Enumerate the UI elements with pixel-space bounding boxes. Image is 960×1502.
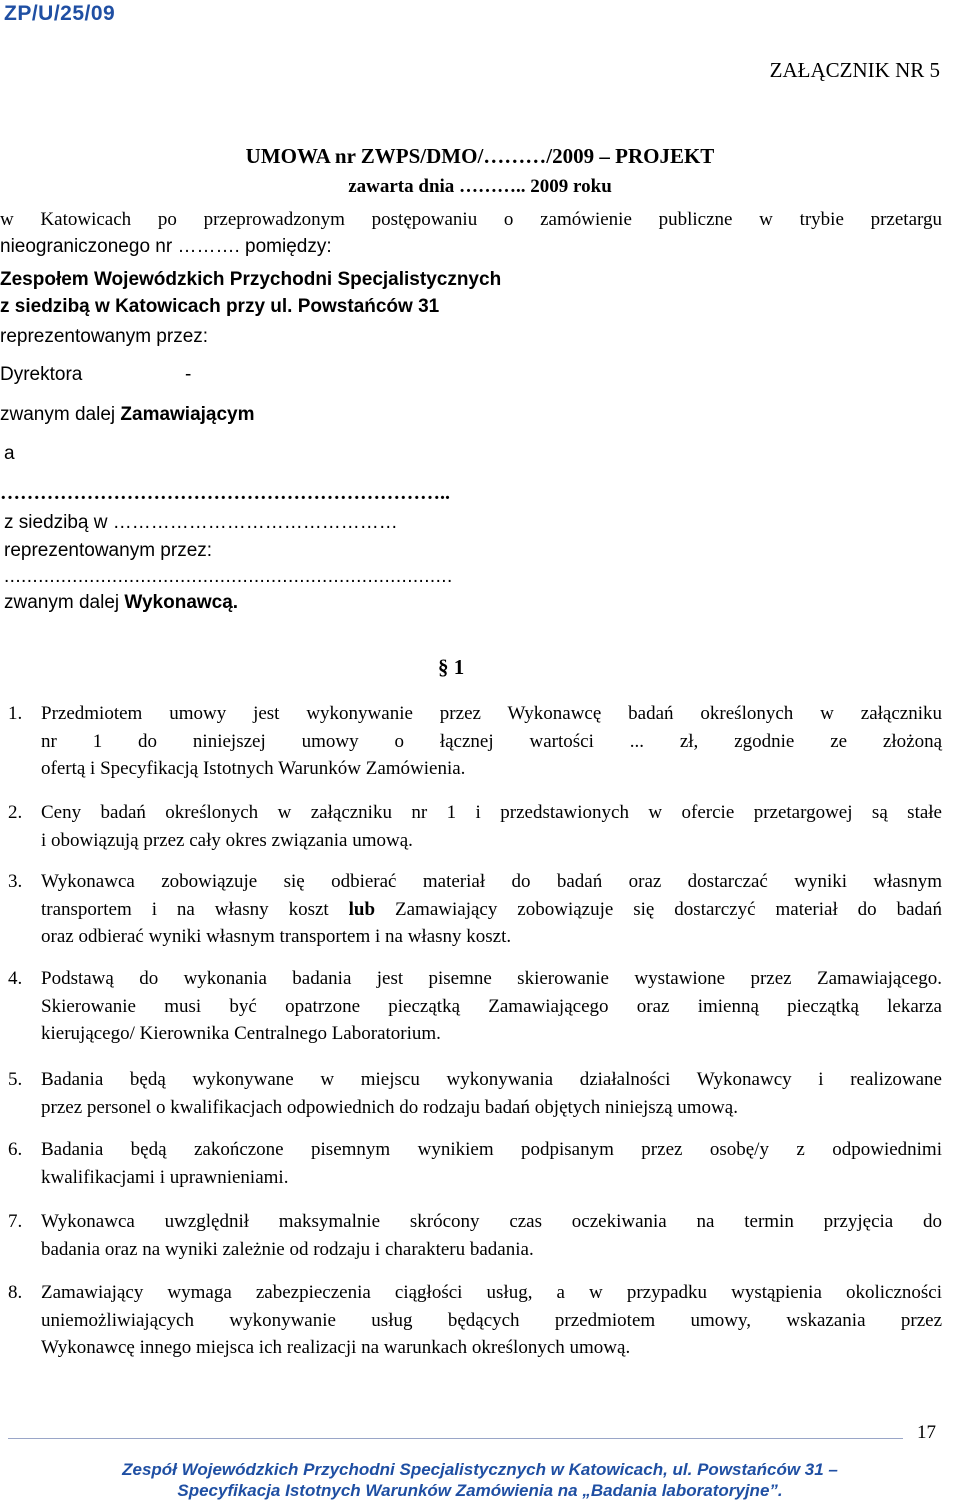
footer-line-2: Specyfikacja Istotnych Warunków Zamówienia na „Badania laboratoryjne”.	[177, 1481, 783, 1500]
paragraph-8	[8, 1279, 942, 1362]
annex-label: ZAŁĄCZNIK NR 5	[769, 58, 940, 82]
paragraph-body	[41, 799, 942, 854]
paragraph-body	[41, 700, 942, 783]
paragraph-line: badania oraz na wyniki zależnie od rodzaju i charakteru badania.	[41, 1238, 534, 1260]
paragraph-1	[8, 700, 942, 783]
paragraph-line: uniemożliwiających wykonywanie usług będących przedmiotem umowy, wskazania przez	[41, 1309, 942, 1331]
paragraph-line-part: transportem i na własny koszt	[41, 898, 349, 920]
contract-date-line: zawarta dnia ……….. 2009 roku	[348, 176, 612, 197]
intro-line-1: w Katowicach po przeprowadzonym postępowaniu o zamówienie publiczne w trybie przetargu	[0, 209, 942, 230]
party1-address: z siedzibą w Katowicach przy ul. Powstańców 31	[0, 296, 440, 317]
paragraph-body	[41, 1136, 942, 1191]
section-heading: § 1	[438, 655, 465, 679]
paragraph-line: nr 1 do niniejszej umowy o łącznej wartości ... zł, zgodnie ze złożoną	[41, 730, 942, 752]
paragraph-number: 7.	[8, 1211, 23, 1232]
paragraph-5	[8, 1066, 942, 1121]
representative-placeholder: ...............................................................................	[4, 566, 453, 587]
paragraph-body	[41, 1208, 942, 1263]
paragraph-7	[8, 1208, 942, 1263]
paragraph-body	[41, 868, 942, 951]
called-wykonawca: Wykonawcą.	[124, 592, 239, 613]
paragraph-4	[8, 965, 942, 1048]
paragraph-body	[41, 965, 942, 1048]
represented-by-label: reprezentowanym przez:	[0, 326, 209, 347]
paragraph-line: przez personel o kwalifikacjach odpowiednich do rodzaju badań objętych niniejszą umową.	[41, 1096, 738, 1118]
paragraph-line: oraz odbierać wyniki własnym transportem i na własny koszt.	[41, 926, 512, 947]
paragraph-line: Zamawiający wymaga zabezpieczenia ciągłości usług, a w przypadku wystąpienia okoliczności	[41, 1282, 942, 1303]
party2-name-placeholder: …………………………………………………………..	[0, 482, 450, 504]
intro-line-2: nieograniczonego nr ………. pomiędzy:	[0, 236, 332, 257]
paragraph-line: i obowiązują przez cały okres związania umową.	[41, 829, 413, 851]
director-label: Dyrektora	[0, 364, 83, 385]
document-code: ZP/U/25/09	[4, 2, 116, 25]
paragraph-line: Wykonawca zobowiązuje się odbierać materiał do badań oraz dostarczać wyniki własnym	[41, 871, 942, 892]
paragraph-number: 4.	[8, 968, 23, 989]
represented-by-label-2: reprezentowanym przez:	[4, 540, 213, 561]
paragraph-line: ofertą i Specyfikacją Istotnych Warunków Zamówienia.	[41, 758, 466, 779]
paragraph-line: Skierowanie musi być opatrzone pieczątką Zamawiającego oraz imienną pieczątką lekarza	[41, 995, 942, 1017]
paragraph-number: 6.	[8, 1139, 23, 1160]
paragraph-line: Ceny badań określonych w załączniku nr 1 i przedstawionych w ofercie przetargowej są stałe	[41, 802, 942, 823]
called-zamawiajacy: Zamawiającym	[120, 404, 255, 425]
footer-line-1: Zespół Wojewódzkich Przychodni Specjalistycznych w Katowicach, ul. Powstańców 31 –	[122, 1460, 838, 1479]
paragraph-line: kierującego/ Kierownika Centralnego Laboratorium.	[41, 1023, 441, 1044]
called-wykonawca-line	[4, 592, 238, 614]
paragraph-number: 8.	[8, 1282, 23, 1303]
paragraph-3	[8, 868, 942, 951]
paragraph-line	[41, 896, 942, 924]
paragraph-number: 3.	[8, 871, 23, 892]
paragraph-line: Podstawą do wykonania badania jest pisemne skierowanie wystawione przez Zamawiającego.	[41, 968, 942, 989]
party2-seat: z siedzibą w ………………………………………	[4, 512, 398, 533]
paragraph-number: 1.	[8, 703, 23, 724]
called-prefix-2: zwanym dalej	[4, 592, 120, 613]
paragraph-body	[41, 1279, 942, 1362]
paragraph-6	[8, 1136, 942, 1191]
paragraph-line: Wykonawca uwzględnił maksymalnie skrócony czas oczekiwania na termin przyjęcia do	[41, 1211, 942, 1232]
paragraph-line: Wykonawcę innego miejsca ich realizacji na warunkach określonych umową.	[41, 1337, 631, 1358]
called-zamawiajacy-line	[0, 404, 255, 426]
contract-title: UMOWA nr ZWPS/DMO/………/2009 – PROJEKT	[245, 144, 715, 168]
footer-rule	[8, 1438, 903, 1439]
and-connector: a	[4, 443, 15, 464]
paragraph-number: 2.	[8, 802, 23, 823]
paragraph-line-part: Zamawiający zobowiązuje się dostarczyć materiał do badań	[375, 898, 942, 920]
paragraph-body	[41, 1066, 942, 1121]
called-prefix: zwanym dalej	[0, 404, 116, 425]
paragraph-line: Badania będą zakończone pisemnym wynikiem podpisanym przez osobę/y z odpowiednimi	[41, 1139, 942, 1160]
paragraph-line: Badania będą wykonywane w miejscu wykonywania działalności Wykonawcy i realizowane	[41, 1069, 942, 1090]
paragraph-2	[8, 799, 942, 854]
paragraph-number: 5.	[8, 1069, 23, 1090]
party1-name: Zespołem Wojewódzkich Przychodni Specjalistycznych	[0, 269, 502, 290]
paragraph-line: Przedmiotem umowy jest wykonywanie przez Wykonawcę badań określonych w załączniku	[41, 703, 942, 724]
page-number: 17	[917, 1422, 936, 1443]
bold-conjunction: lub	[348, 898, 376, 920]
director-dash: -	[185, 364, 192, 385]
paragraph-line: kwalifikacjami i uprawnieniami.	[41, 1166, 289, 1188]
